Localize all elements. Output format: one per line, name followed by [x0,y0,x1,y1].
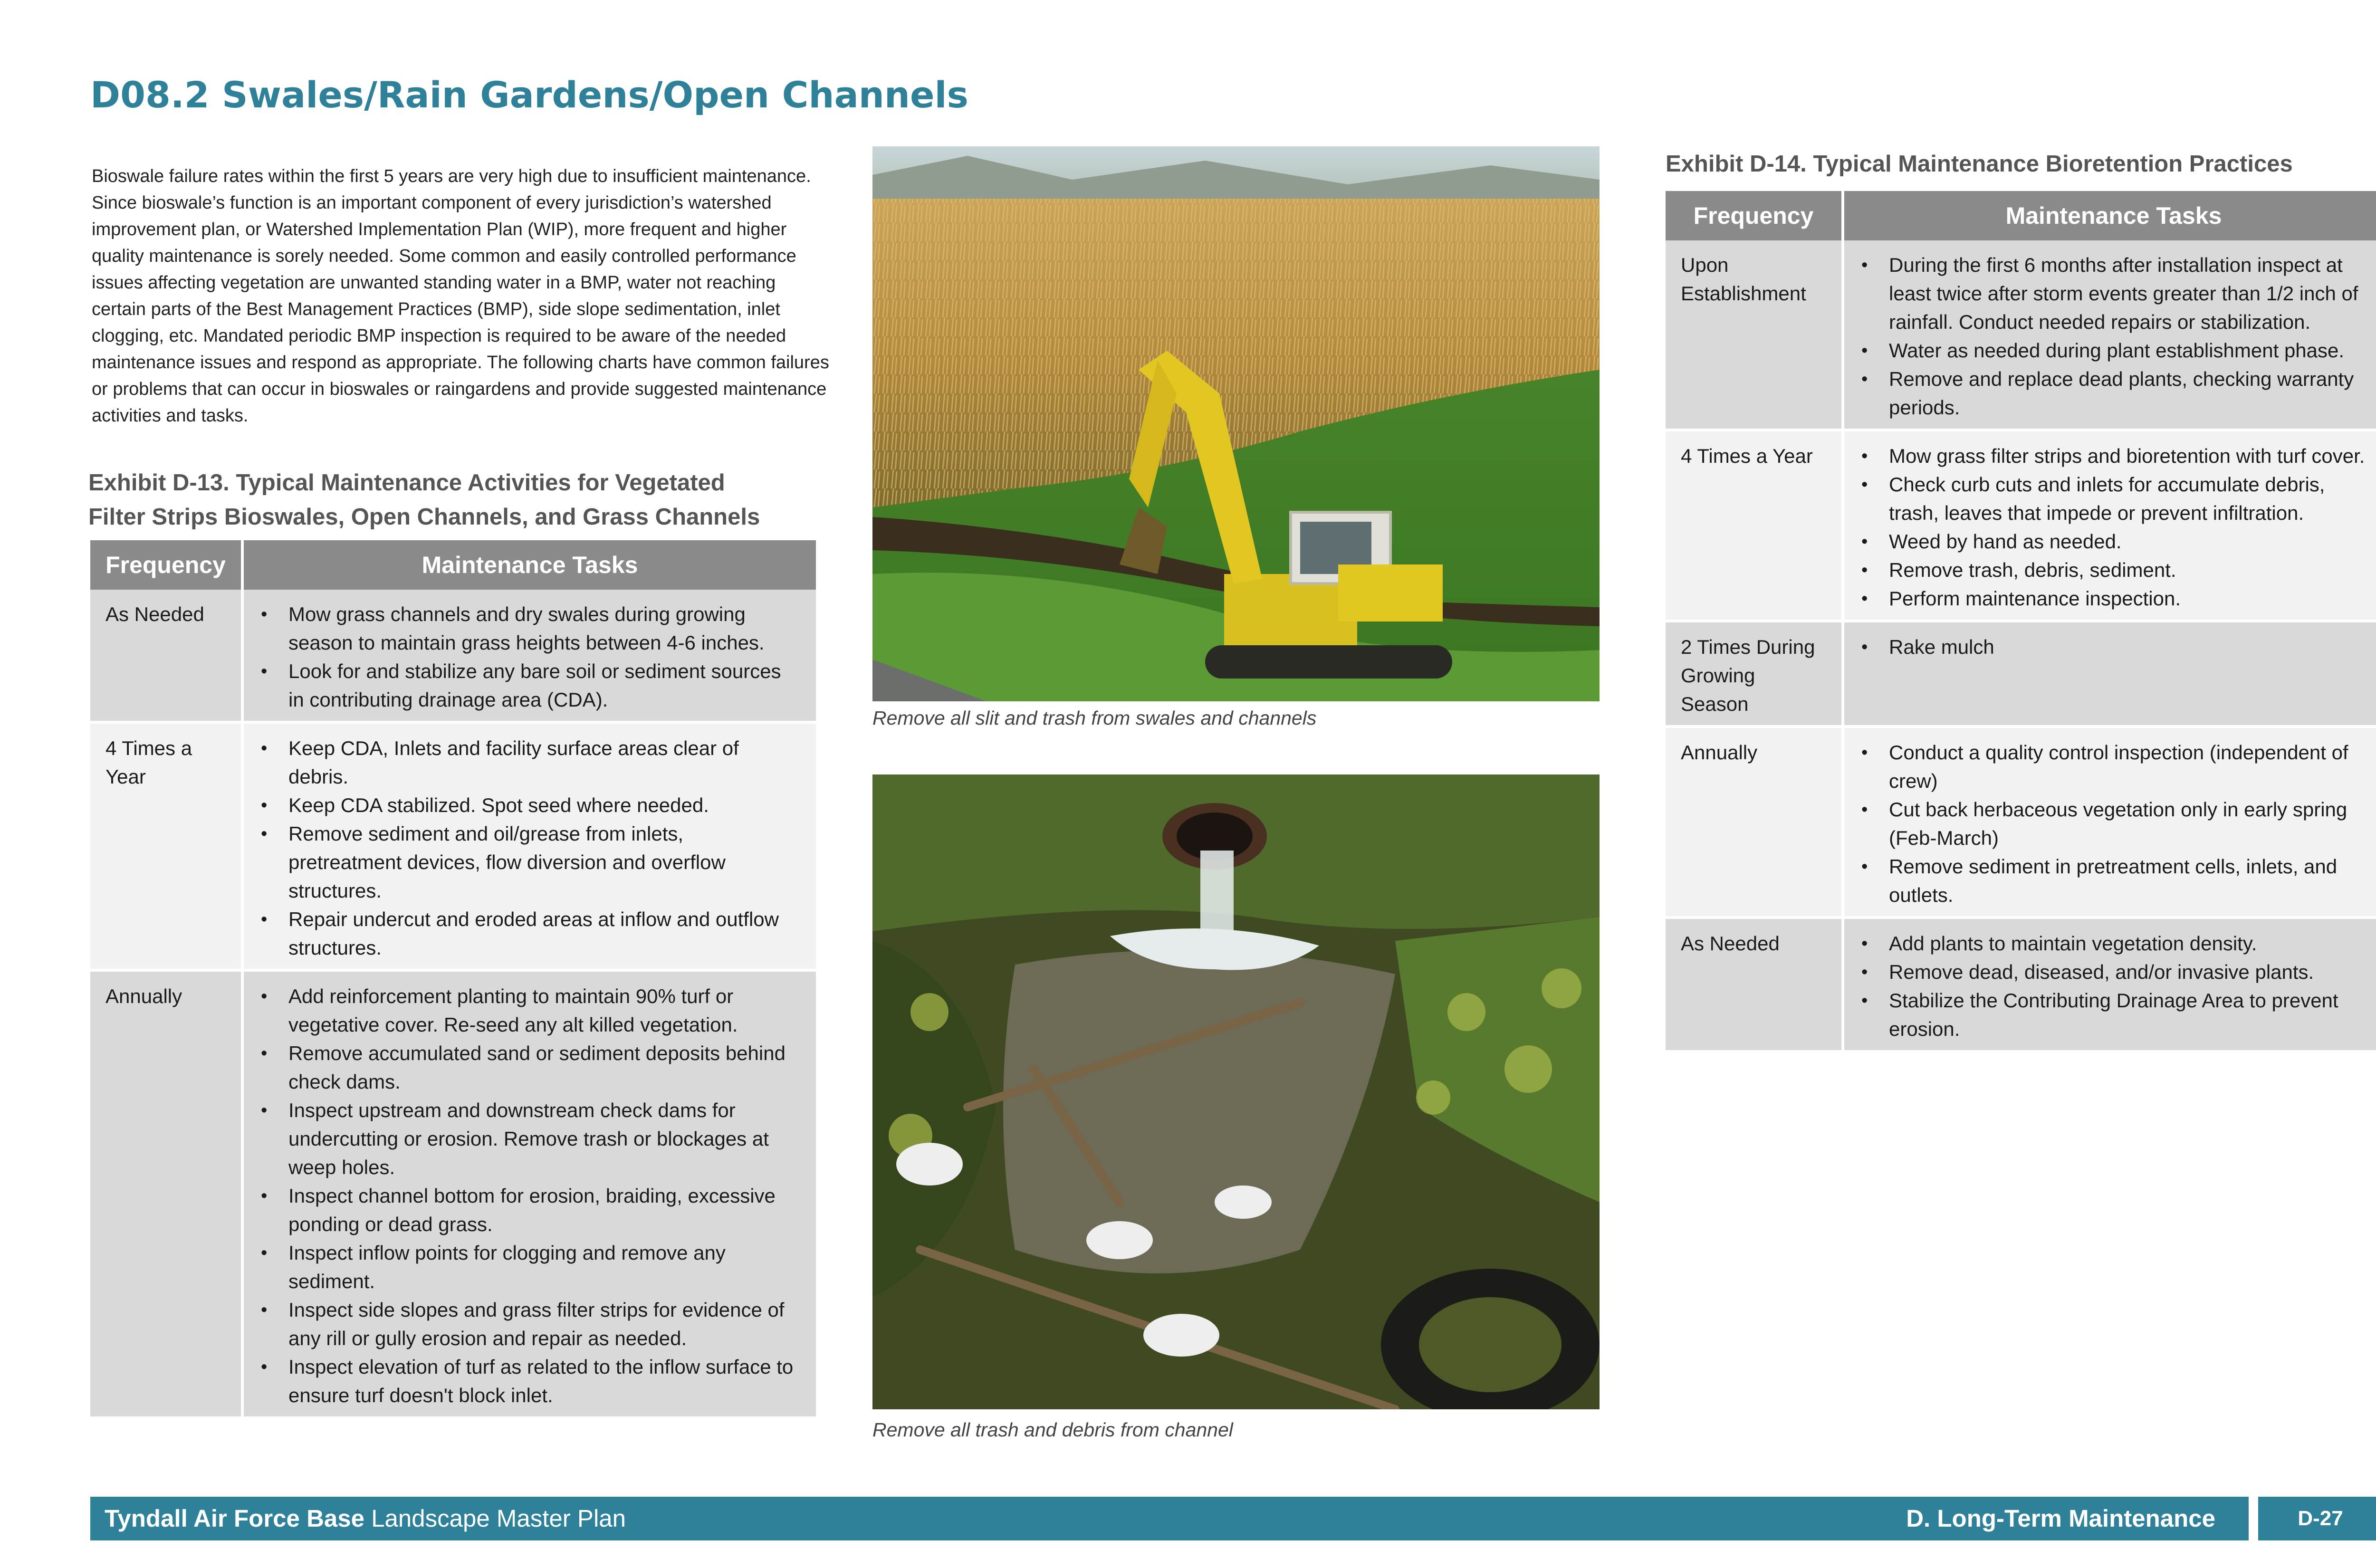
photo2-caption: Remove all trash and debris from channel [872,1419,1233,1441]
task-item: • Remove accumulated sand or sediment deposits behind check dams. [288,1039,802,1096]
task-list [1859,442,2369,613]
task-item: • Remove sediment and oil/grease from inlets, pretreatment devices, flow diversion and overflow structures. [288,820,802,905]
task-item: • Mow grass channels and dry swales during growing season to maintain grass heights between 4-6 inches. [288,600,802,657]
task-list [258,600,802,714]
task-list [258,982,802,1410]
task-item: • Remove and replace dead plants, checking warranty periods. [1889,365,2369,422]
exhibit-d13-table [90,540,816,1419]
frequency-cell: Annually [90,972,244,1419]
task-item: • Weed by hand as needed. [1889,527,2369,556]
table-row [90,972,816,1419]
photo1-caption: Remove all slit and trash from swales and channels [872,707,1317,729]
task-item: • Conduct a quality control inspection (independent of crew) [1889,738,2369,795]
table-row [90,724,816,972]
task-item: • Cut back herbaceous vegetation only in early spring (Feb-March) [1889,795,2369,852]
frequency-cell: 2 Times During Growing Season [1666,622,1844,728]
tasks-cell [1844,431,2376,622]
table-row [1666,240,2376,431]
tasks-cell [244,590,816,724]
table-row [1666,431,2376,622]
frequency-cell: Upon Establishment [1666,240,1844,431]
table-row [1666,919,2376,1053]
table-row [1666,622,2376,728]
task-item: • During the first 6 months after installation inspect at least twice after storm events greater than 1/2 inch of rainfall. Conduct needed repairs or stabilization. [1889,251,2369,336]
task-item: • Inspect channel bottom for erosion, braiding, excessive ponding or dead grass. [288,1182,802,1239]
task-item: • Look for and stabilize any bare soil or sediment sources in contributing drainage area (CDA). [288,657,802,714]
task-item: • Keep CDA stabilized. Spot seed where needed. [288,791,802,820]
task-item: • Water as needed during plant establishment phase. [1889,336,2369,365]
tasks-cell [244,972,816,1419]
task-item: • Check curb cuts and inlets for accumulate debris, trash, leaves that impede or prevent infiltration. [1889,470,2369,527]
task-list [1859,633,2369,661]
task-item: • Stabilize the Contributing Drainage Area to prevent erosion. [1889,986,2369,1043]
task-item: • Inspect side slopes and grass filter strips for evidence of any rill or gully erosion and repair as needed. [288,1296,802,1353]
task-item: • Rake mulch [1889,633,2369,661]
footer-base-name: Tyndall Air Force Base [105,1505,365,1532]
excavator-illustration [872,146,1600,701]
task-item: • Keep CDA, Inlets and facility surface areas clear of debris. [288,734,802,791]
col-frequency: Frequency [90,540,244,590]
task-list [1859,251,2369,422]
footer-plan-title [105,1497,626,1540]
page-number: D-27 [2258,1497,2376,1540]
frequency-cell: 4 Times a Year [1666,431,1844,622]
frequency-cell: 4 Times a Year [90,724,244,972]
tasks-cell [1844,622,2376,728]
col-maintenance-tasks: Maintenance Tasks [1844,191,2376,240]
page-title: D08.2 Swales/Rain Gardens/Open Channels [90,74,968,116]
task-item: • Inspect upstream and downstream check dams for undercutting or erosion. Remove trash or blockages at weep holes. [288,1096,802,1182]
task-list [258,734,802,962]
footer-plan-name: Landscape Master Plan [371,1505,626,1532]
tasks-cell [1844,240,2376,431]
task-item: • Add plants to maintain vegetation density. [1889,929,2369,958]
tasks-cell [1844,919,2376,1053]
tasks-cell [1844,728,2376,919]
table-row [1666,728,2376,919]
task-item: • Inspect inflow points for clogging and remove any sediment. [288,1239,802,1296]
col-maintenance-tasks: Maintenance Tasks [244,540,816,590]
frequency-cell: As Needed [90,590,244,724]
footer-bar [90,1497,2249,1540]
exhibit-d13-title-line2: Filter Strips Bioswales, Open Channels, and Grass Channels [88,504,760,530]
frequency-cell: Annually [1666,728,1844,919]
frequency-cell: As Needed [1666,919,1844,1053]
footer-section: D. Long-Term Maintenance [1906,1505,2215,1532]
excavator-photo [872,146,1600,701]
tasks-cell [244,724,816,972]
task-item: • Add reinforcement planting to maintain 90% turf or vegetative cover. Re-seed any alt killed vegetation. [288,982,802,1039]
exhibit-d13-title [88,466,849,534]
task-item: • Remove trash, debris, sediment. [1889,556,2369,584]
channel-debris-illustration [872,774,1600,1409]
task-item: • Remove sediment in pretreatment cells, inlets, and outlets. [1889,852,2369,909]
col-frequency: Frequency [1666,191,1844,240]
task-item: • Perform maintenance inspection. [1889,584,2369,613]
debris-channel-photo [872,774,1600,1409]
exhibit-d13-title-line1: Exhibit D-13. Typical Maintenance Activities for Vegetated [88,470,725,496]
table-row [90,590,816,724]
intro-paragraph: Bioswale failure rates within the first 5 years are very high due to insufficient maintenance. Since bioswale’s function is an important component of every jurisdiction’s watershed improvement plan, or Watershed Implementation Plan (WIP), more frequent and higher quality maintenance is sorely needed. Some common and easily controlled performance issues affecting vegetation are unwanted standing water in a BMP, water not reaching certain parts of the Best Management Practices (BMP), side slope sedimentation, inlet clogging, etc. Mandated periodic BMP inspection is required to be aware of the needed maintenance issues and respond as appropriate. The following charts have common failures or problems that can occur in bioswales or raingardens and provide suggested maintenance activities and tasks. [92,166,829,426]
task-list [1859,929,2369,1043]
exhibit-d14-table [1666,191,2376,1053]
task-item: • Inspect elevation of turf as related to the inflow surface to ensure turf doesn't block inlet. [288,1353,802,1410]
task-item: • Remove dead, diseased, and/or invasive plants. [1889,958,2369,986]
task-list [1859,738,2369,909]
task-item: • Mow grass filter strips and bioretention with turf cover. [1889,442,2369,470]
exhibit-d14-title: Exhibit D-14. Typical Maintenance Bioretention Practices [1666,151,2293,177]
task-item: • Repair undercut and eroded areas at inflow and outflow structures. [288,905,802,962]
